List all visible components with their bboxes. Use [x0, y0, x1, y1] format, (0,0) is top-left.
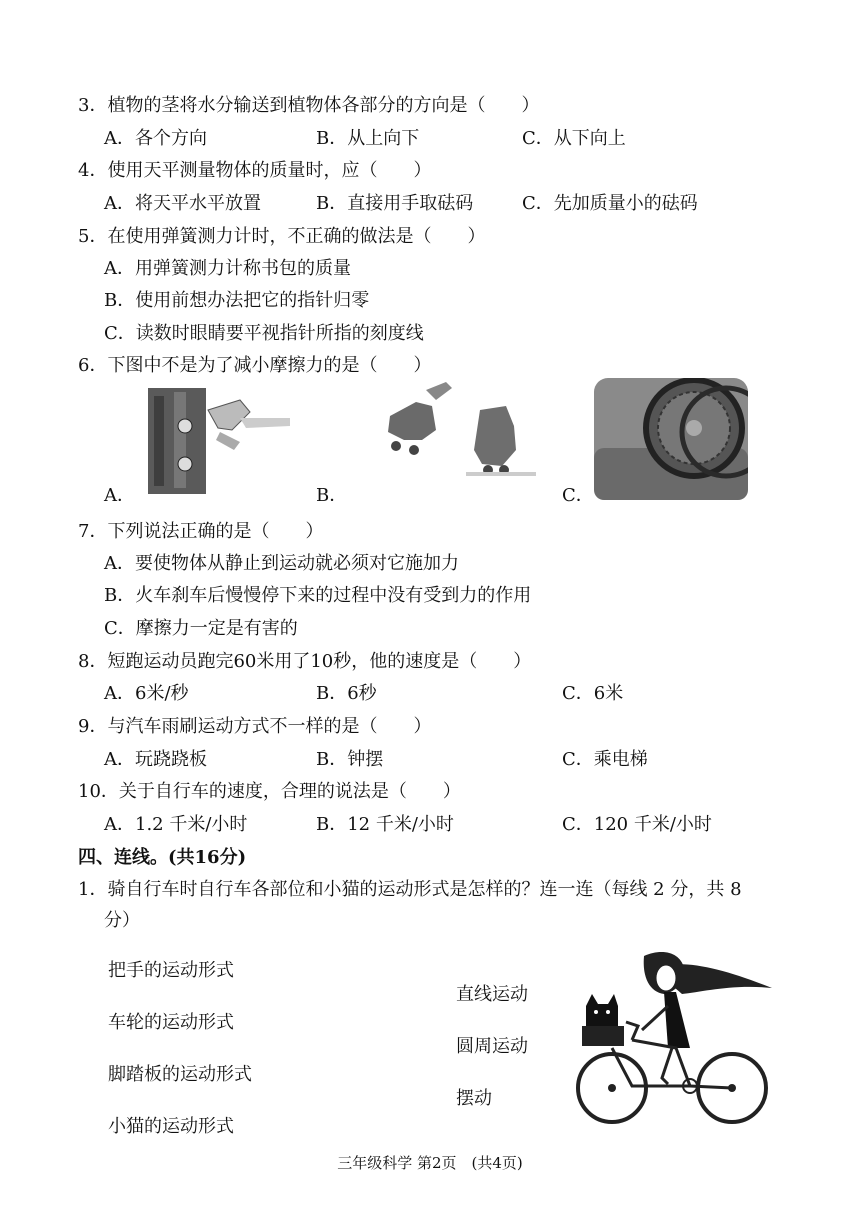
q4-option-a: A．将天平水平放置: [104, 193, 261, 214]
q3-option-b: B．从上向下: [316, 128, 420, 149]
figure-c-tire-tread-image: [594, 378, 748, 504]
q7-option-a: A．要使物体从静止到运动就必须对它施加力: [104, 553, 459, 574]
match-right-linear-motion: 直线运动: [456, 984, 528, 1005]
question-5: 5．在使用弹簧测力计时，不正确的做法是（ ）: [78, 226, 486, 247]
q5-option-b: B．使用前想办法把它的指针归零: [104, 290, 370, 311]
question-10: 10．关于自行车的速度，合理的说法是（ ）: [78, 781, 461, 802]
q9-option-b: B．钟摆: [316, 749, 384, 770]
q3-option-a: A．各个方向: [104, 128, 207, 149]
q7-option-b: B．火车刹车后慢慢停下来的过程中没有受到力的作用: [104, 585, 532, 606]
match-left-pedal: 脚踏板的运动形式: [108, 1064, 252, 1085]
q4-option-c: C．先加质量小的砝码: [522, 193, 698, 214]
figure-b-skates-image: [376, 380, 536, 484]
q10-option-a: A．1.2 千米/小时: [104, 814, 248, 835]
page-footer: 三年级科学 第2页 (共4页): [337, 1154, 523, 1172]
question-9: 9．与汽车雨刷运动方式不一样的是（ ）: [78, 716, 432, 737]
match-left-handlebar: 把手的运动形式: [108, 960, 234, 981]
q10-option-c: C．120 千米/小时: [562, 814, 712, 835]
question-4: 4．使用天平测量物体的质量时，应（ ）: [78, 160, 432, 181]
q9-option-a: A．玩跷跷板: [104, 749, 207, 770]
q8-option-b: B．6秒: [316, 683, 377, 704]
question-8: 8．短跑运动员跑完60米用了10秒，他的速度是（ ）: [78, 651, 532, 672]
q4-option-b: B．直接用手取砝码: [316, 193, 474, 214]
question-3: 3．植物的茎将水分输送到植物体各部分的方向是（ ）: [78, 95, 540, 116]
q8-option-a: A．6米/秒: [104, 683, 189, 704]
girl-cat-bicycle-illustration: [572, 948, 782, 1132]
q6-option-c: C．: [562, 485, 594, 506]
question-6: 6．下图中不是为了减小摩擦力的是（ ）: [78, 355, 432, 376]
match-left-wheel: 车轮的运动形式: [108, 1012, 234, 1033]
match-left-cat: 小猫的运动形式: [108, 1116, 234, 1137]
match-right-circular-motion: 圆周运动: [456, 1036, 528, 1057]
q3-option-c: C．从下向上: [522, 128, 626, 149]
q10-option-b: B．12 千米/小时: [316, 814, 454, 835]
q8-option-c: C．6米: [562, 683, 624, 704]
figure-a-tree-trunk-image: [140, 382, 300, 498]
q5-option-a: A．用弹簧测力计称书包的质量: [104, 258, 351, 279]
q7-option-c: C．摩擦力一定是有害的: [104, 618, 298, 639]
section-4-question-1-line-1: 1．骑自行车时自行车各部位和小猫的运动形式是怎样的？连一连（每线 2 分，共 8: [78, 879, 742, 900]
q9-option-c: C．乘电梯: [562, 749, 648, 770]
section-4-heading: 四、连线。(共16分): [78, 847, 247, 868]
question-7: 7．下列说法正确的是（ ）: [78, 521, 324, 542]
q6-option-a: A．: [104, 485, 135, 506]
section-4-question-1-line-2: 分）: [104, 910, 140, 931]
q6-option-b: B．: [316, 485, 348, 506]
q5-option-c: C．读数时眼睛要平视指针所指的刻度线: [104, 323, 424, 344]
match-right-swing-motion: 摆动: [456, 1088, 492, 1109]
